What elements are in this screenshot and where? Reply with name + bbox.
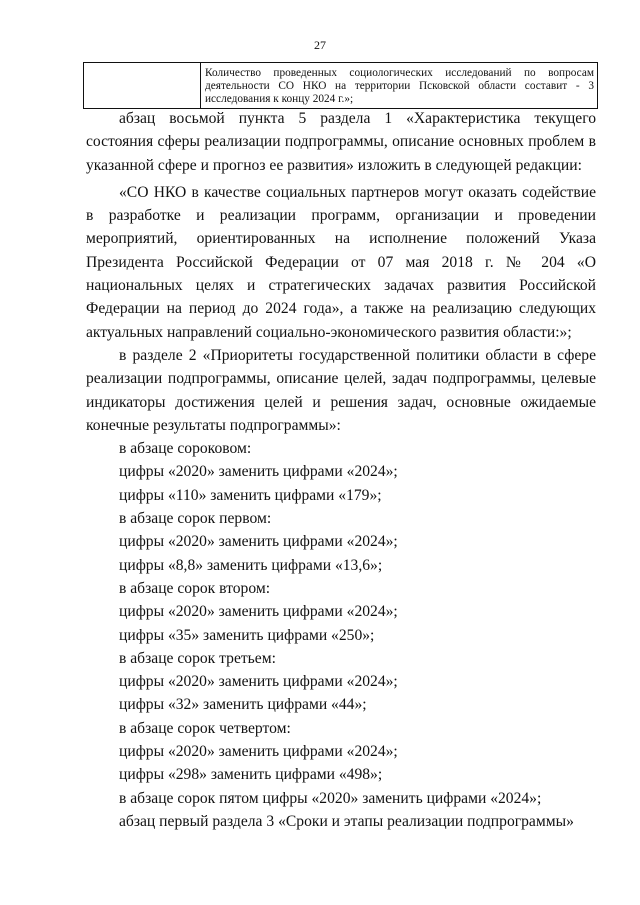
line-paragraph-42: в абзаце сорок втором: (119, 579, 271, 597)
indicator-table (83, 62, 598, 109)
line-replace-item: цифры «8,8» заменить цифрами «13,6»; (119, 556, 383, 574)
line-replace-item: цифры «110» заменить цифрами «179»; (119, 486, 382, 504)
line-paragraph-45: в абзаце сорок пятом цифры «2020» заменить цифрами «2024»; (119, 789, 542, 807)
table-row (84, 63, 598, 109)
line-replace-item: цифры «32» заменить цифрами «44»; (119, 696, 367, 714)
line-replace-item: цифры «2020» заменить цифрами «2024»; (119, 533, 398, 551)
document-body (86, 107, 596, 833)
line-replace-item: цифры «298» заменить цифрами «498»; (119, 766, 383, 784)
line-replace-item: цифры «2020» заменить цифрами «2024»; (119, 743, 398, 761)
line-section3-heading: абзац первый раздела 3 «Сроки и этапы реализации подпрограммы» (119, 812, 574, 830)
line-replace-item: цифры «2020» заменить цифрами «2024»; (119, 603, 398, 621)
paragraph-section2-amendment: в разделе 2 «Приоритеты государственной политики области в сфере реализации подпрограммы, описание целей, задач подпрограммы, целевые индикаторы достижения целей и решения задач, основные ожидаемые конечные результаты подпрограммы»: (86, 346, 596, 434)
line-replace-item: цифры «35» заменить цифрами «250»; (119, 626, 375, 644)
table-cell-indicator-text: Количество проведенных социологических исследований по вопросам деятельности СО НКО на территории Псковской области составит - 3 исследования к концу 2024 г.»; (201, 63, 598, 109)
paragraph-quoted-text: «СО НКО в качестве социальных партнеров могут оказать содействие в разработке и реализации программ, организации и проведении мероприятий, ориентированных на исполнение положений Указа Президента Российской Федерации от 07 мая 2018 г. № 204 «О национальных целях и стратегических задачах развития Российской Федерации на период до 2024 года», а также на реализацию следующих актуальных направлений социально-экономического развития области:»; (86, 183, 596, 341)
line-paragraph-40: в абзаце сороковом: (119, 440, 252, 458)
line-replace-item: цифры «2020» заменить цифрами «2024»; (119, 463, 398, 481)
paragraph-section1-amendment: абзац восьмой пункта 5 раздела 1 «Характеристика текущего состояния сферы реализации подпрограммы, описание основных проблем в указанной сфере и прогноз ее развития» изложить в следующей редакции: (86, 110, 596, 174)
line-paragraph-43: в абзаце сорок третьем: (119, 649, 276, 667)
page-number: 27 (314, 38, 326, 52)
line-replace-item: цифры «2020» заменить цифрами «2024»; (119, 673, 398, 691)
line-paragraph-41: в абзаце сорок первом: (119, 510, 272, 528)
line-paragraph-44: в абзаце сорок четвертом: (119, 719, 291, 737)
table-cell-empty (84, 63, 201, 109)
